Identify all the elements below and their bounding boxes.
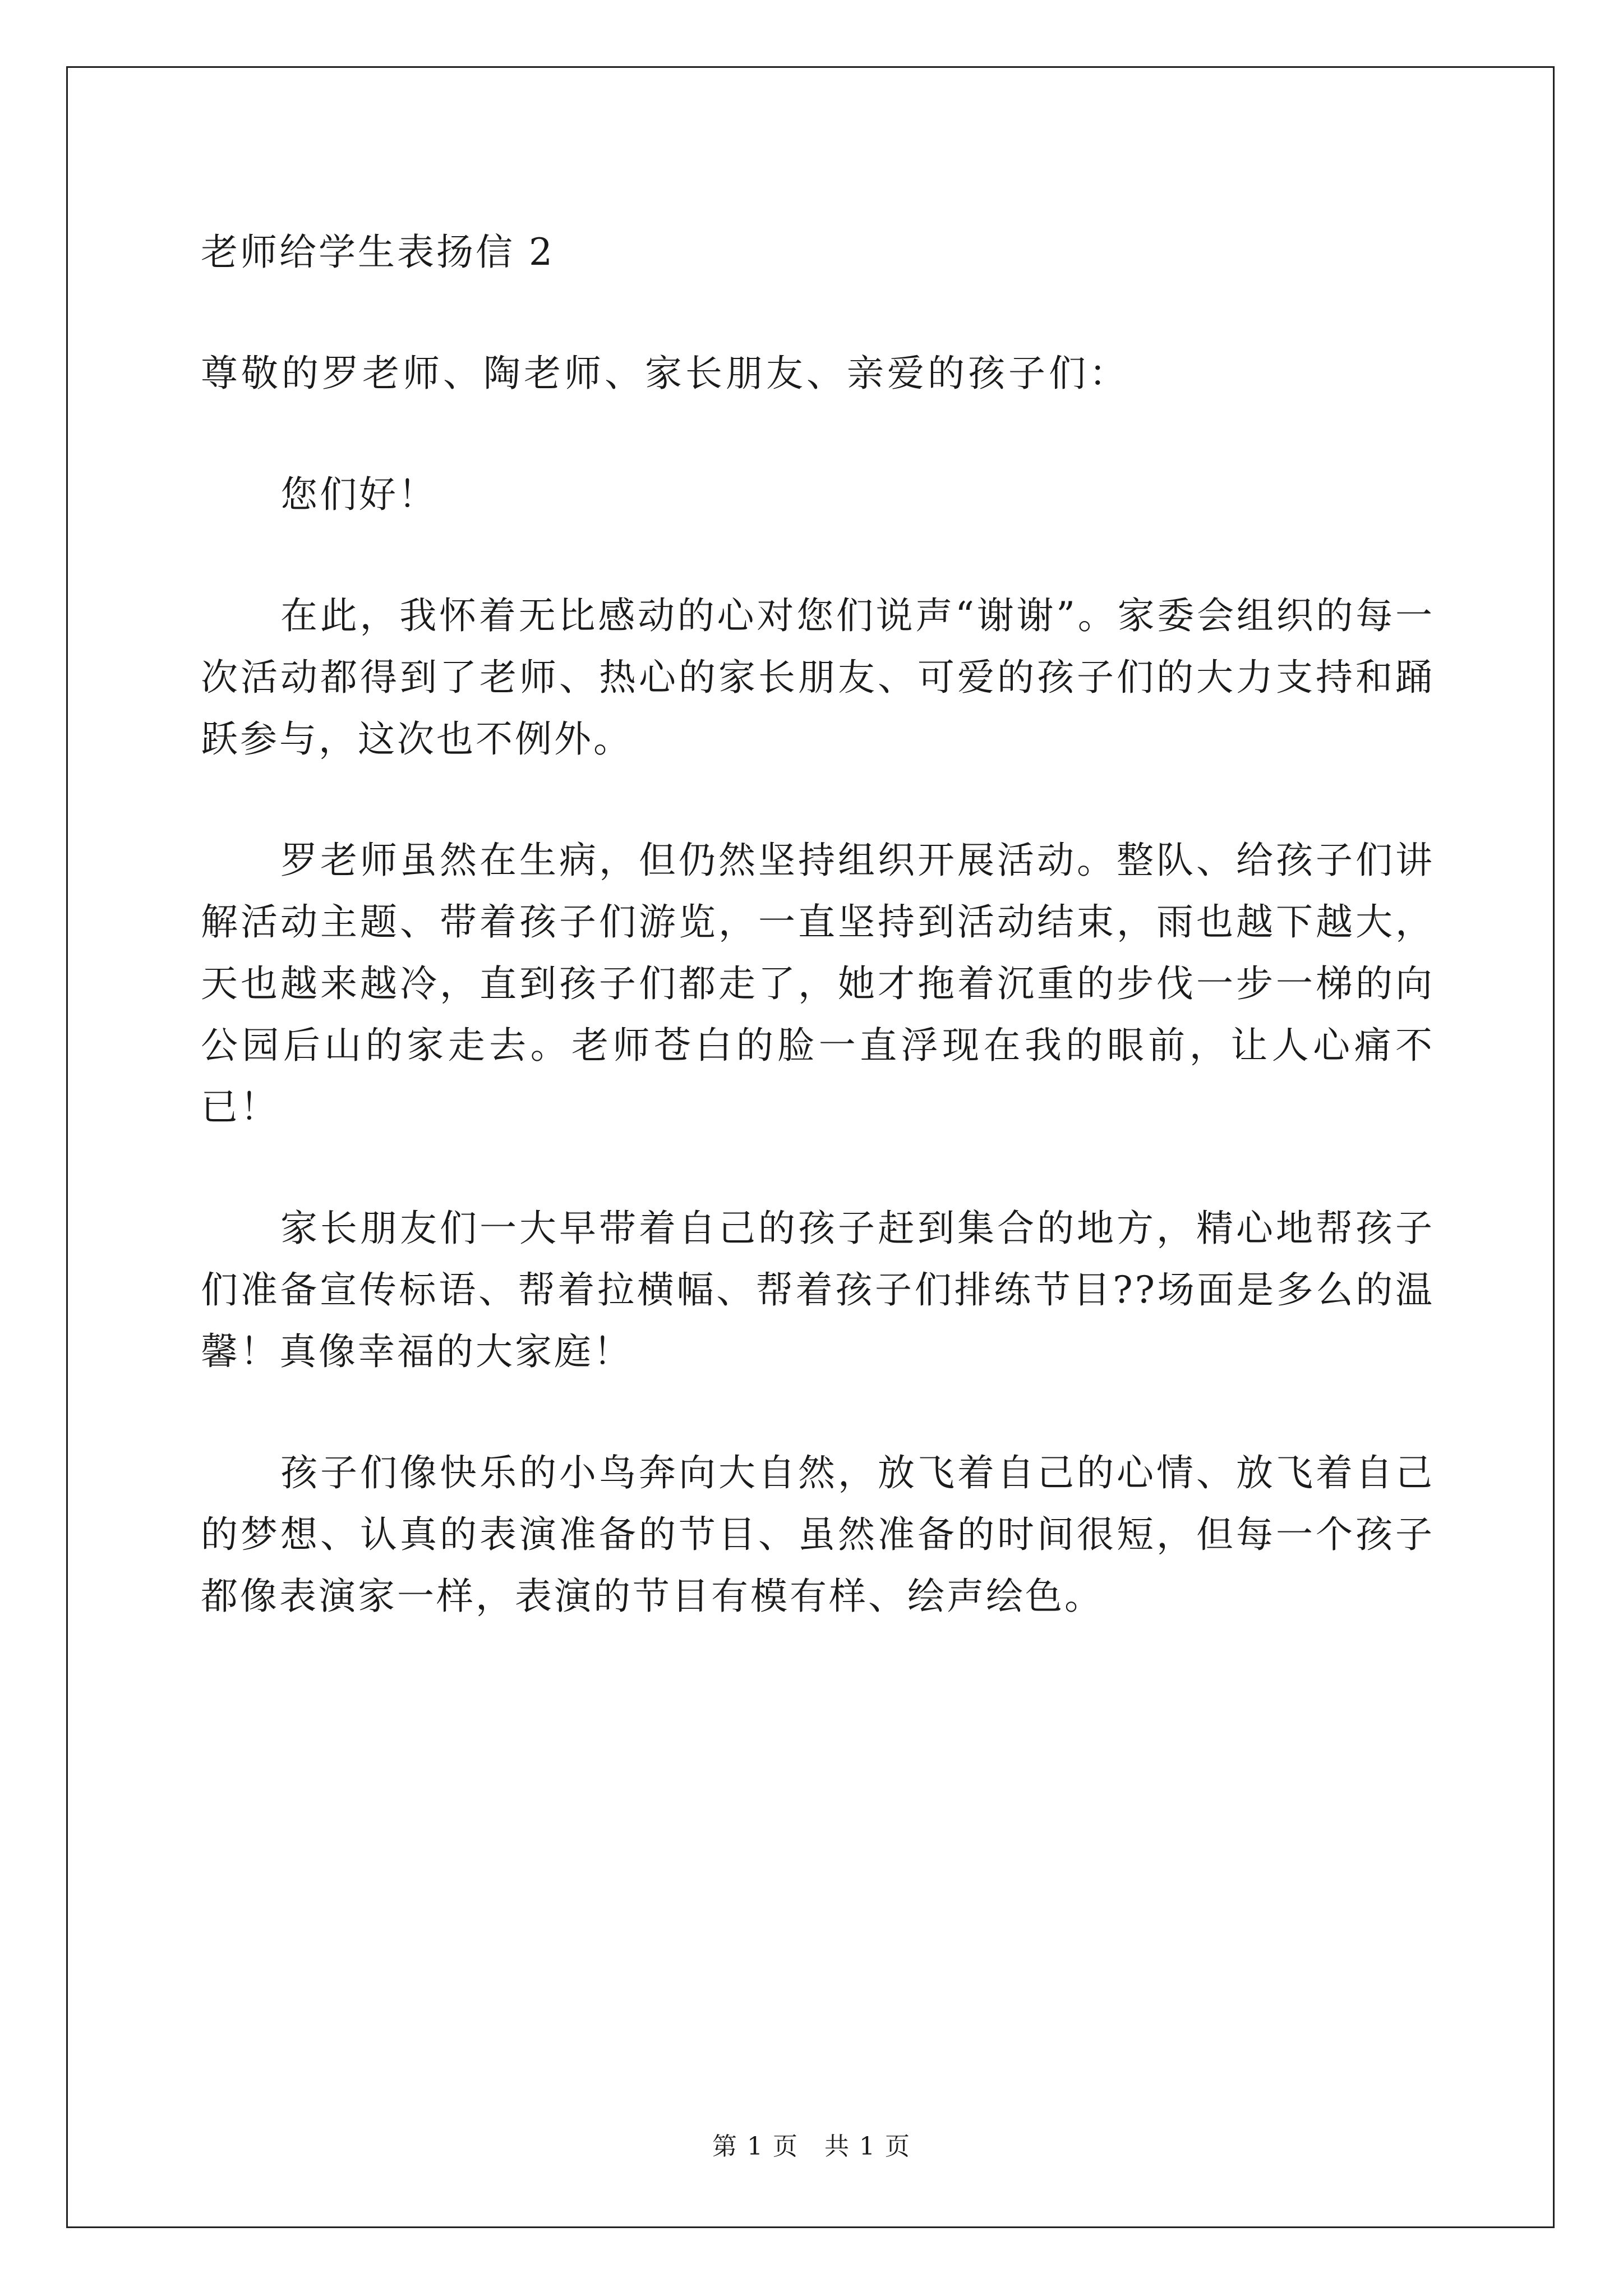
- paragraph: 家长朋友们一大早带着自己的孩子赶到集合的地方，精心地帮孩子们准备宣传标语、帮着拉横幅、帮着孩子们排练节目??场面是多么的温馨！真像幸福的大家庭！: [201, 1207, 1435, 1373]
- document-body: [201, 222, 1435, 1687]
- paragraph: 罗老师虽然在生病，但仍然坚持组织开展活动。整队、给孩子们讲解活动主题、带着孩子们游览，一直坚持到活动结束，雨也越下越大，天也越来越冷，直到孩子们都走了，她才拖着沉重的步伐一步一梯的向公园后山的家走去。老师苍白的脸一直浮现在我的眼前，让人心痛不已！: [201, 839, 1435, 1129]
- salutation: 尊敬的罗老师、陶老师、家长朋友、亲爱的孩子们：: [201, 352, 1129, 395]
- document-title: 老师给学生表扬信 2: [201, 231, 555, 274]
- paragraph: 您们好！: [280, 473, 437, 516]
- page-number-footer: 第 1 页 共 1 页: [712, 2132, 911, 2161]
- paragraph: 在此，我怀着无比感动的心对您们说声“谢谢”。家委会组织的每一次活动都得到了老师、热心的家长朋友、可爱的孩子们的大力支持和踊跃参与，这次也不例外。: [201, 594, 1435, 761]
- paragraph: 孩子们像快乐的小鸟奔向大自然，放飞着自己的心情、放飞着自己的梦想、认真的表演准备的节目、虽然准备的时间很短，但每一个孩子都像表演家一样，表演的节目有模有样、绘声绘色。: [201, 1451, 1435, 1618]
